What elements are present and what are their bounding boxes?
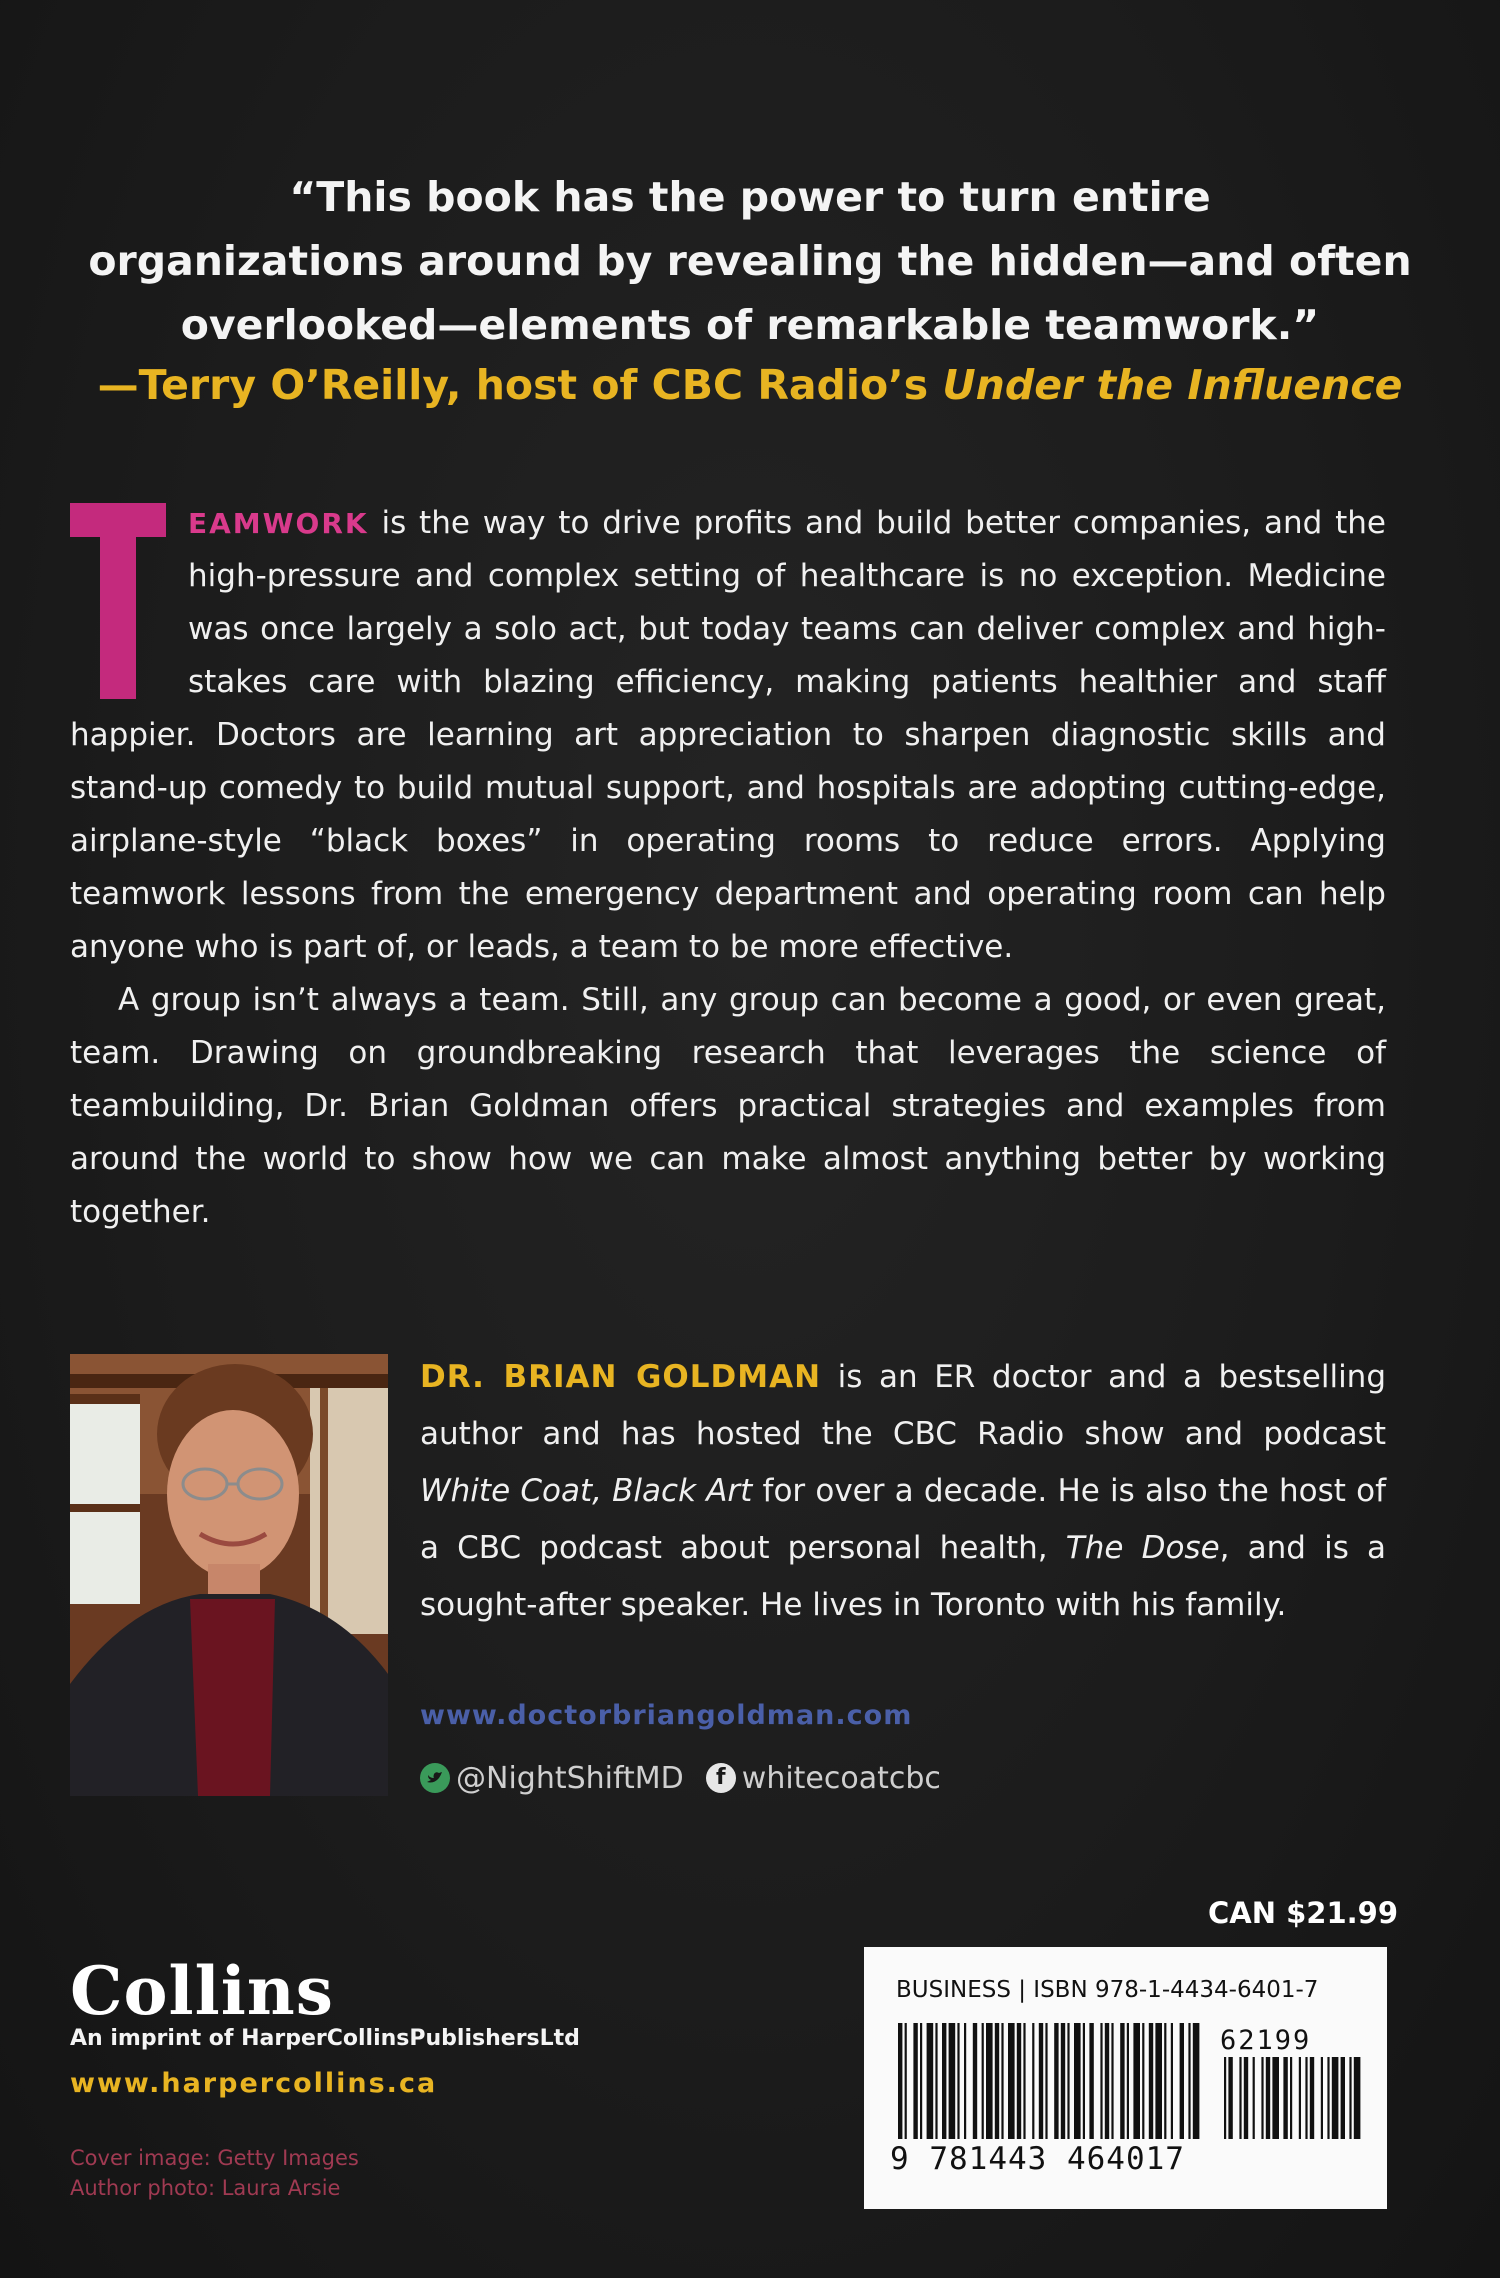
barcode-bar xyxy=(1054,2023,1058,2139)
barcode-bar xyxy=(964,2023,966,2139)
barcode-bar xyxy=(905,2023,907,2139)
author-name: DR. BRIAN GOLDMAN xyxy=(420,1359,822,1395)
price-barcode-bar xyxy=(1244,2057,1248,2139)
barcode-bar xyxy=(1017,2023,1021,2139)
barcode-bar xyxy=(1061,2023,1065,2139)
price-barcode-bar xyxy=(1224,2057,1226,2139)
dropcap xyxy=(70,503,166,699)
price-code: 62199 xyxy=(1220,2025,1312,2056)
barcode-bar xyxy=(1039,2023,1043,2139)
barcode-bar xyxy=(1100,2023,1102,2139)
paragraph-1-text: is the way to drive profits and build better companies, and the high-pressure and complex setting of healthcare is no exception. Medicine was once largely a solo act, but today teams can deliver complex and high-stakes care with blazing efficiency, making patients healthier and staff happier. Doctors are learning art appreciation to sharpen diagnostic skills and stand-up comedy to build mutual support, and hospitals are adopting cutting-edge, airplane-style “black boxes” in operating rooms to reduce errors. Applying teamwork lessons from the emergency department and operating room can help anyone who is part of, or leads, a team to be more effective. xyxy=(70,505,1386,965)
barcode-bar xyxy=(1193,2023,1200,2139)
bio-text-3: , and is a sought-after speaker. He lives in Toronto with his family. xyxy=(420,1530,1386,1623)
bio-text-1: is an ER doctor and a bestselling author and has hosted the CBC Radio show and podcast xyxy=(420,1359,1387,1452)
dropcap-letter-graphic xyxy=(70,503,166,699)
barcode-bar xyxy=(1023,2023,1025,2139)
price-barcode-bar xyxy=(1341,2057,1345,2139)
description-paragraph-1 xyxy=(70,497,1386,974)
barcode-bar xyxy=(986,2023,993,2139)
barcode-bar xyxy=(913,2023,917,2139)
book-description xyxy=(70,497,1386,1239)
publisher-website-link[interactable]: www.harpercollins.ca xyxy=(70,2068,438,2099)
price-barcode-bar xyxy=(1272,2057,1279,2139)
quote-attribution xyxy=(60,357,1440,413)
price-barcode-bar xyxy=(1299,2057,1301,2139)
price-barcode-bar xyxy=(1327,2057,1329,2139)
barcode-bar xyxy=(935,2023,937,2139)
price-barcode-bar xyxy=(1253,2057,1255,2139)
bio-text-2: for over a decade. He is also the host of a CBC podcast about personal health, xyxy=(420,1473,1386,1566)
barcode-bar xyxy=(1083,2023,1085,2139)
barcode-bar xyxy=(1133,2023,1140,2139)
barcode-bar xyxy=(1032,2023,1034,2139)
barcode-bar xyxy=(1149,2023,1153,2139)
price-barcode-bar xyxy=(1349,2057,1351,2139)
barcode-bar xyxy=(1105,2023,1109,2139)
barcode-bar xyxy=(1045,2023,1047,2139)
facebook-icon: f xyxy=(706,1763,736,1793)
author-social xyxy=(420,1758,941,1798)
isbn-label: BUSINESS | ISBN 978-1-4434-6401-7 xyxy=(896,1977,1319,2003)
barcode-panel xyxy=(864,1947,1387,2209)
barcode-bar xyxy=(920,2023,922,2139)
cover-price: CAN $21.99 xyxy=(1208,1896,1399,1930)
author-website-link[interactable]: www.doctorbriangoldman.com xyxy=(420,1700,913,1731)
barcode-bar xyxy=(1164,2023,1166,2139)
barcode-bar xyxy=(1111,2023,1113,2139)
bio-show-1: White Coat, Black Art xyxy=(420,1473,753,1509)
price-barcode-bar xyxy=(1266,2057,1270,2139)
barcode-bar xyxy=(1127,2023,1129,2139)
barcode-bar xyxy=(1188,2023,1190,2139)
barcode-bar xyxy=(1120,2023,1124,2139)
attribution-text: —Terry O’Reilly, host of CBC Radio’s xyxy=(97,361,943,409)
publisher-logo: Collins xyxy=(70,1952,334,2030)
attribution-show: Under the Influence xyxy=(942,361,1403,409)
price-barcode-bar xyxy=(1261,2057,1263,2139)
isbn-digits: 9 781443 464017 xyxy=(890,2141,1185,2177)
barcode-bar xyxy=(982,2023,984,2139)
barcode-bar xyxy=(949,2023,956,2139)
author-bio xyxy=(420,1349,1386,1634)
barcode-bar xyxy=(1074,2023,1081,2139)
barcode-bar xyxy=(1155,2023,1162,2139)
quote-line-3: overlooked—elements of remarkable teamwork.” xyxy=(180,301,1320,349)
price-barcode-bar xyxy=(1354,2057,1361,2139)
barcode-bar xyxy=(1067,2023,1069,2139)
bio-show-2: The Dose xyxy=(1065,1530,1220,1566)
barcode-bar xyxy=(1171,2023,1173,2139)
barcode-bar xyxy=(1089,2023,1093,2139)
description-paragraph-2: A group isn’t always a team. Still, any group can become a good, or even great, team. Drawing on groundbreaking research that leverages the science of teambuilding, Dr. Brian Goldman offers practical strategies and examples from around the world to show how we can make almost anything better by working together. xyxy=(70,982,1386,1230)
price-barcode-bar xyxy=(1290,2057,1292,2139)
publisher-imprint: An imprint of HarperCollinsPublishersLtd xyxy=(70,2026,580,2051)
barcode-bar xyxy=(995,2023,999,2139)
barcode-bar xyxy=(957,2023,959,2139)
barcode-bar xyxy=(1180,2023,1184,2139)
price-barcode-bar xyxy=(1321,2057,1323,2139)
author-photo xyxy=(70,1354,388,1796)
cover-image-credit: Cover image: Getty Images xyxy=(70,2146,359,2170)
price-barcode-bar xyxy=(1239,2057,1241,2139)
author-photo-credit: Author photo: Laura Arsie xyxy=(70,2176,341,2200)
price-barcode-bar xyxy=(1305,2057,1307,2139)
barcode-bar xyxy=(973,2023,977,2139)
barcode-bar xyxy=(1142,2023,1144,2139)
twitter-handle[interactable]: @NightShiftMD xyxy=(456,1760,684,1796)
quote-line-1: “This book has the power to turn entire xyxy=(289,173,1211,221)
facebook-handle[interactable]: whitecoatcbc xyxy=(741,1760,941,1796)
price-barcode-bar xyxy=(1228,2057,1232,2139)
twitter-icon xyxy=(420,1763,450,1793)
barcode-bar xyxy=(1001,2023,1003,2139)
price-barcode-bar xyxy=(1332,2057,1339,2139)
barcode-bar xyxy=(927,2023,934,2139)
endorsement-quote xyxy=(60,165,1440,357)
lead-word: EAMWORK xyxy=(188,507,369,540)
barcode-bar xyxy=(942,2023,946,2139)
price-barcode-bar xyxy=(1283,2057,1287,2139)
barcode-bar xyxy=(1008,2023,1015,2139)
barcode-bar xyxy=(898,2023,902,2139)
quote-line-2: organizations around by revealing the hidden—and often xyxy=(88,237,1412,285)
price-barcode-bar xyxy=(1310,2057,1314,2139)
